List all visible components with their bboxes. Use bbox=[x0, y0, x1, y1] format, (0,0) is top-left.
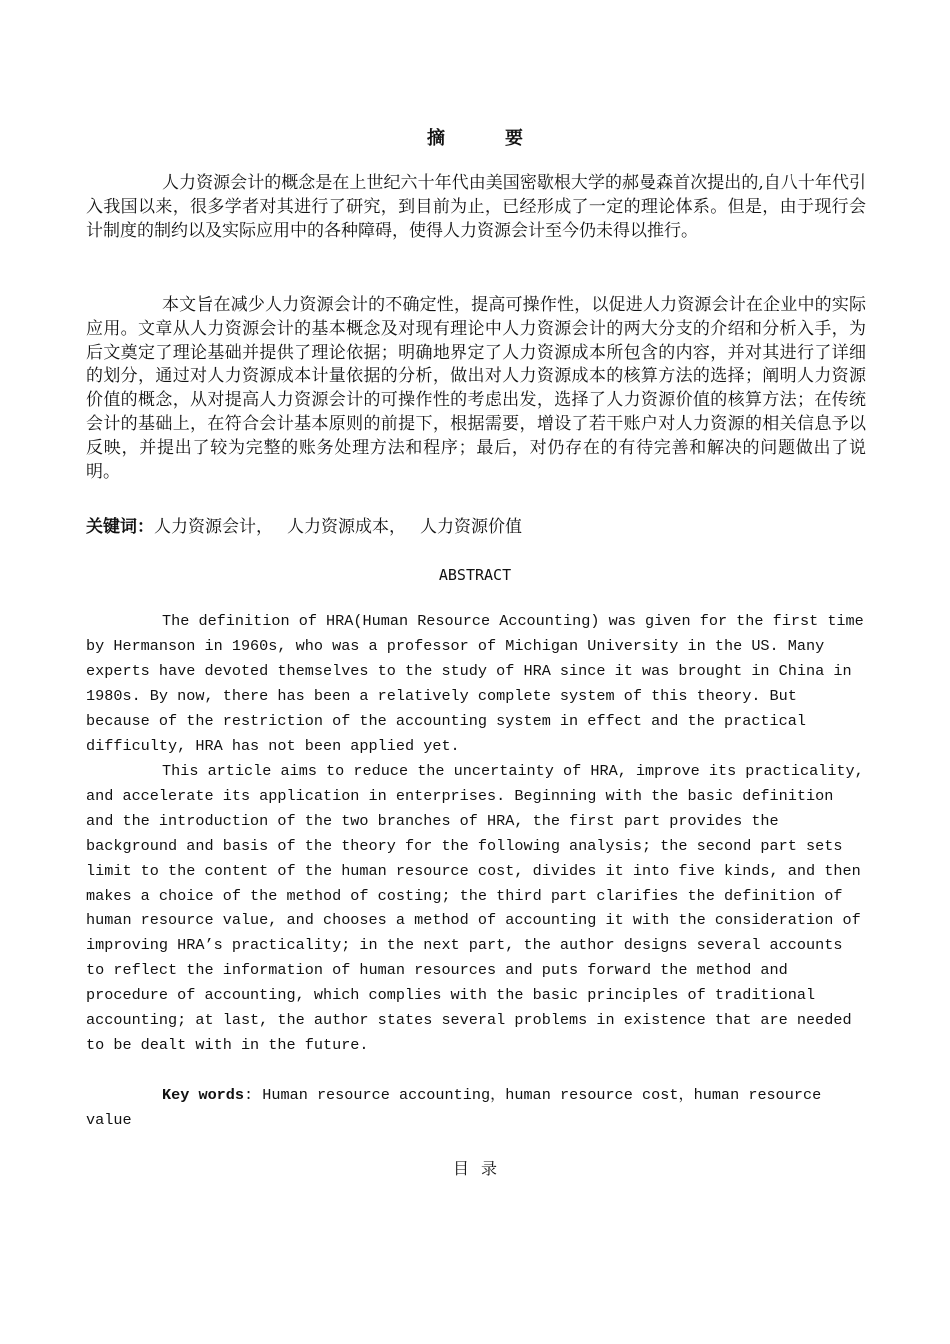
toc-title: 目录 bbox=[452, 1159, 509, 1178]
abstract-cn-paragraph-1: 人力资源会计的概念是在上世纪六十年代由美国密歇根大学的郝曼森首次提出的,自八十年代引入我国以来，很多学者对其进行了研究，到目前为止，已经形成了一定的理论体系。但是，由于现行会计制度的制约以及实际应用中的各种障碍，使得人力资源会计至今仍未得以推行。 bbox=[86, 173, 866, 241]
abstract-en-paragraph-1: The definition of HRA(Human Resource Accounting) was given for the first time by Hermanson in 1960s, who was a professor of Michigan University in the US. Many experts have devoted themselves to the study of HRA since it was brought in China in 1980s. By now, there has been a relatively complete system of this theory. But because of the restriction of the accounting system in effect and the practical difficulty, HRA has not been applied yet. bbox=[86, 612, 864, 755]
abstract-cn-paragraph-2: 本文旨在减少人力资源会计的不确定性，提高可操作性，以促进人力资源会计在企业中的实际应用。文章从人力资源会计的基本概念及对现有理论中人力资源会计的两大分支的介绍和分析入手，为后文奠定了理论基础并提供了理论依据；明确地界定了人力资源成本所包含的内容，并对其进行了详细的划分，通过对人力资源成本计量依据的分析，做出对人力资源成本的核算方法的选择；阐明人力资源价值的概念，从对提高人力资源会计的可操作性的考虑出发，选择了人力资源价值的核算方法；在传统会计的基础上，在符合会计基本原则的前提下，根据需要，增设了若干账户对人力资源的相关信息予以反映，并提出了较为完整的账务处理方法和程序；最后，对仍存在的有待完善和解决的问题做出了说明。 bbox=[86, 295, 866, 482]
keywords-en bbox=[86, 1083, 866, 1133]
keywords-cn-label: 关键词： bbox=[86, 517, 154, 537]
keyword-cn-2: 人力资源成本， bbox=[287, 517, 406, 537]
abstract-en-paragraph-2: This article aims to reduce the uncertainty of HRA, improve its practicality, and accelerate its application in enterprises. Beginning with the basic definition and the introduction of the two branches of HRA, the first part provides the background and basis of the theory for the following analysis; the second part sets limit to the content of the human resource cost, divides it into five kinds, and then makes a choice of the method of costing; the third part clarifies the definition of human resource value, and chooses a method of accounting it with the consideration of improving HRA’s practicality; in the next part, the author designs several accounts to reflect the information of human resources and puts forward the method and procedure of accounting, which complies with the basic principles of traditional accounting; at last, the author states several problems in existence that are needed to be dealt with in the future. bbox=[86, 762, 864, 1054]
keyword-cn-1: 人力资源会计， bbox=[154, 517, 273, 537]
keywords-en-label: Key words bbox=[162, 1086, 245, 1104]
abstract-cn-title: 摘要 bbox=[427, 128, 583, 149]
abstract-en-title: ABSTRACT bbox=[438, 566, 512, 584]
keywords-cn bbox=[86, 514, 866, 540]
keyword-cn-3: 人力资源价值 bbox=[420, 517, 522, 537]
keywords-en-text: : Human resource accounting，human resource cost，human resource value bbox=[86, 1086, 822, 1129]
